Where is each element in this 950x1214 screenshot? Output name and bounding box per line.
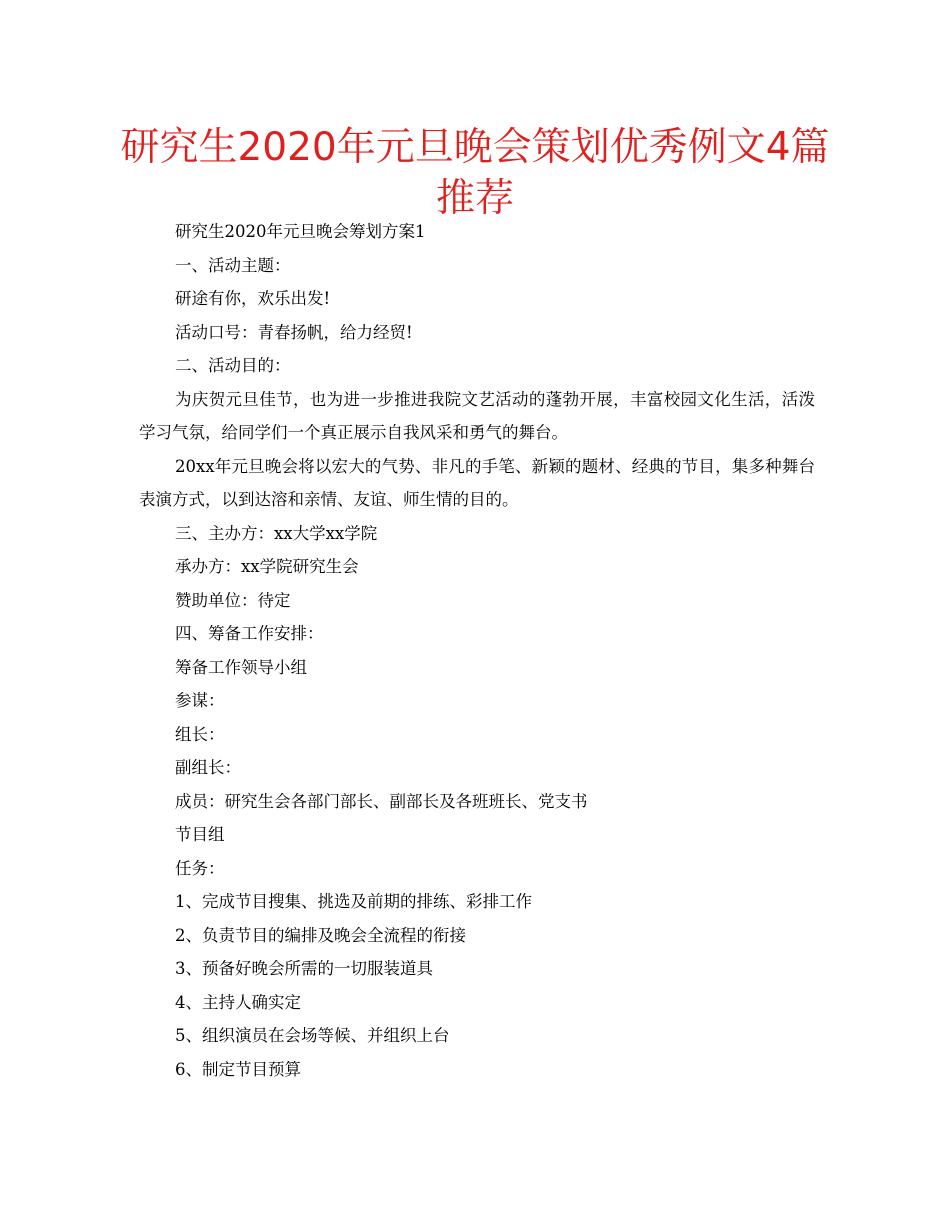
paragraph: 研究生2020年元旦晚会筹划方案1 — [175, 222, 426, 241]
paragraph: 三、主办方：xx大学xx学院 — [175, 523, 378, 543]
paragraph: 参谋： — [175, 691, 225, 710]
paragraph: 活动口号：青春扬帆，给力经贸! — [175, 322, 413, 342]
document-title: 研究生2020年元旦晚会策划优秀例文4篇推荐 — [120, 125, 830, 221]
paragraph: 成员：研究生会各部门部长、副部长及各班班长、党支书 — [175, 791, 588, 811]
paragraph: 1、完成节目搜集、挑选及前期的排练、彩排工作 — [175, 892, 532, 911]
paragraph: 为庆贺元旦佳节，也为进一步推进我院文艺活动的蓬勃开展，丰富校园文化生活，活泼学习气氛，给同学们一个真正展示自我风采和勇气的舞台。 — [139, 389, 815, 442]
paragraph: 研途有你，欢乐出发! — [175, 289, 331, 308]
paragraph: 赞助单位：待定 — [175, 590, 291, 610]
document-body — [139, 215, 815, 1086]
paragraph: 组长： — [175, 724, 225, 744]
paragraph: 二、活动目的： — [175, 356, 291, 375]
paragraph: 5、组织演员在会场等候、并组织上台 — [175, 1026, 450, 1045]
paragraph: 筹备工作领导小组 — [175, 657, 307, 677]
paragraph: 6、制定节目预算 — [175, 1059, 301, 1079]
paragraph: 任务： — [175, 858, 225, 878]
paragraph: 四、筹备工作安排： — [175, 624, 324, 643]
paragraph: 副组长： — [175, 758, 241, 777]
paragraph: 2、负责节目的编排及晚会全流程的衔接 — [175, 925, 466, 945]
paragraph: 一、活动主题： — [175, 255, 291, 275]
paragraph: 4、主持人确实定 — [175, 992, 301, 1012]
paragraph: 3、预备好晚会所需的一切服装道具 — [175, 959, 433, 978]
paragraph: 20xx年元旦晚会将以宏大的气势、非凡的手笔、新颖的题材、经典的节目，集多种舞台表演方式，以到达溶和亲情、友谊、师生情的目的。 — [139, 456, 815, 509]
paragraph: 承办方：xx学院研究生会 — [175, 557, 359, 576]
paragraph: 节目组 — [175, 825, 225, 844]
